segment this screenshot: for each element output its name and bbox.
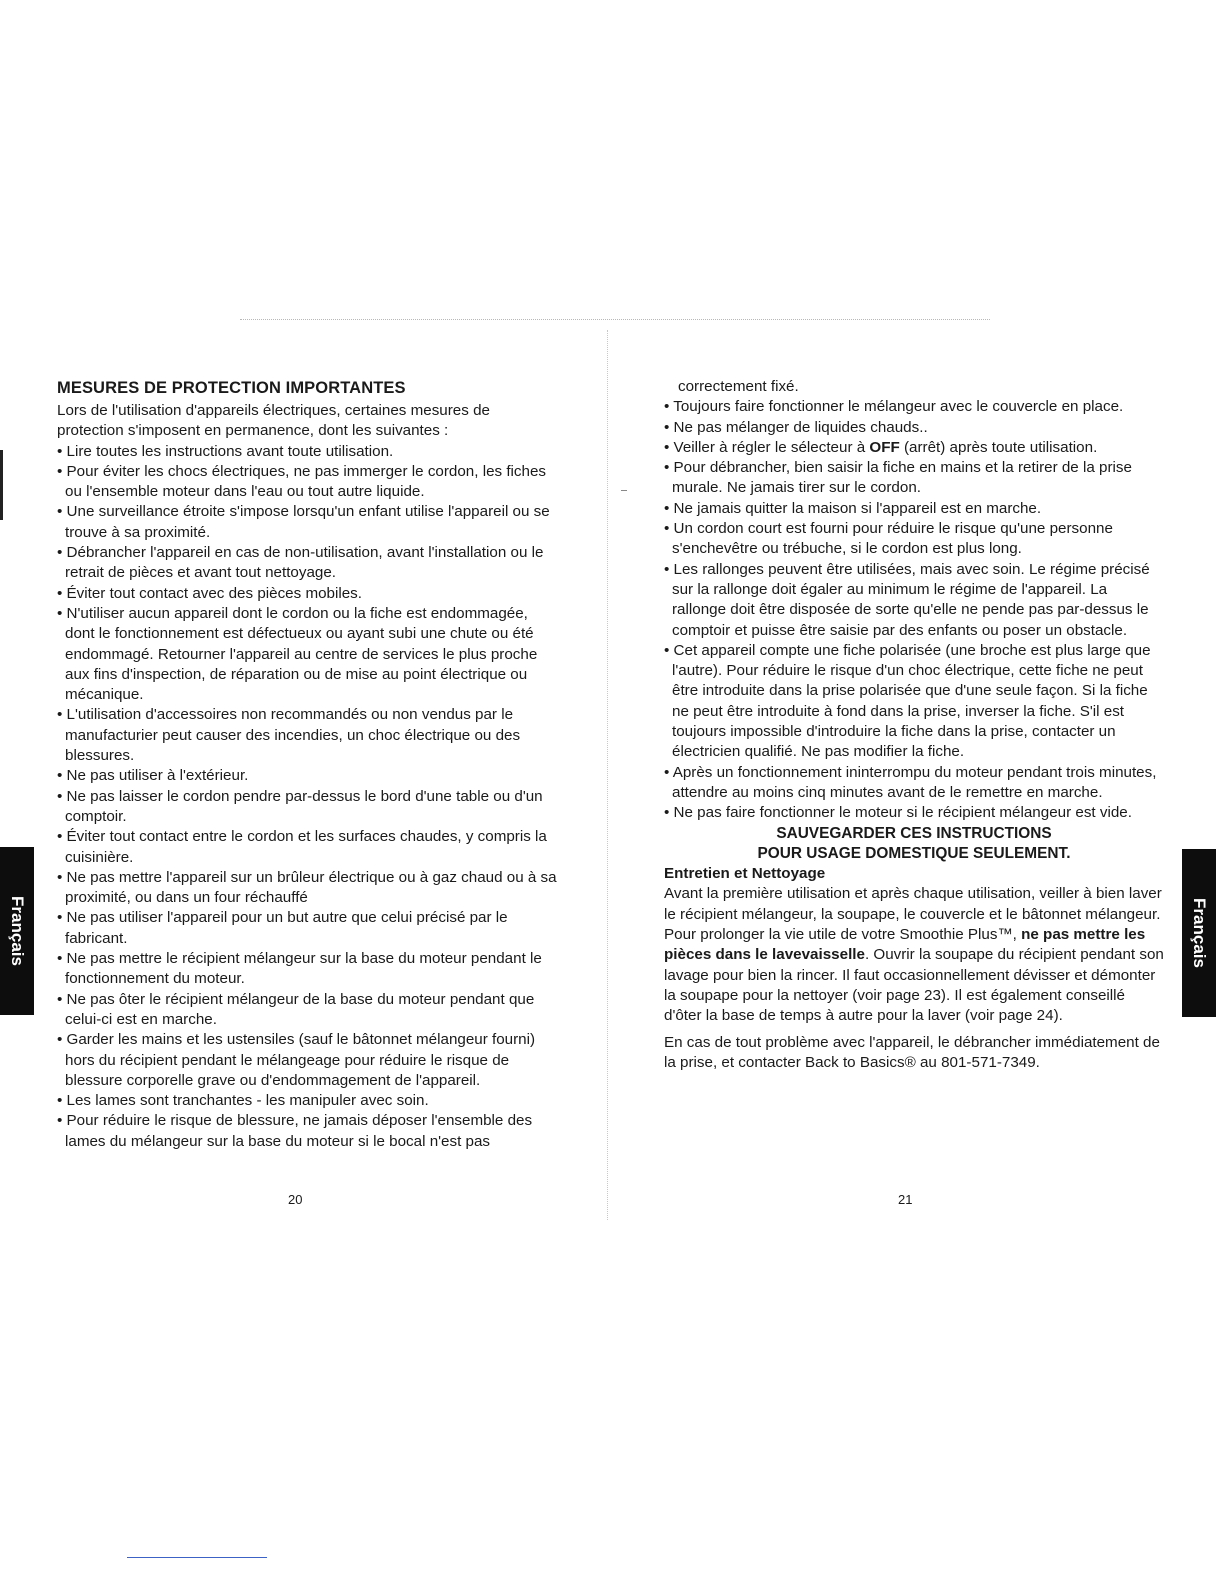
list-item: • Éviter tout contact entre le cordon et les surfaces chaudes, y compris la cuisinière. xyxy=(57,828,547,866)
list-item: • Ne pas mettre l'appareil sur un brûleur électrique ou à gaz chaud ou à sa proximité, ou dans un four réchauffé xyxy=(57,868,557,907)
care-paragraph xyxy=(664,884,1164,1026)
center-fold-line xyxy=(607,330,608,1220)
list-item xyxy=(664,438,1164,458)
care-text: . Ouvrir la soupape du récipient pendant son lavage pour bien la rincer. Il faut occasionnellement dévisser et démonter la soupape pour la nettoyer (voir page 23). Il est également conseillé d'ôter la base de temps à autre pour la laver (voir page 24). xyxy=(664,946,1164,1025)
list-item: • Les lames sont tranchantes - les manipuler avec soin. xyxy=(57,1092,429,1110)
top-dotted-rule xyxy=(240,319,990,320)
list-item: • L'utilisation d'accessoires non recommandés ou non vendus par le manufacturier peut causer des incendies, un choc électrique ou des blessures. xyxy=(57,706,521,765)
list-item: • Après un fonctionnement ininterrompu du moteur pendant trois minutes, attendre au moins cinq minutes avant de le remettre en marche. xyxy=(664,763,1157,801)
list-item: • Pour débrancher, bien saisir la fiche en mains et la retirer de la prise murale. Ne jamais tirer sur le cordon. xyxy=(664,459,1132,497)
household-use-heading: POUR USAGE DOMESTIQUE SEULEMENT. xyxy=(757,844,1071,862)
language-tab-left xyxy=(0,847,34,1015)
list-item: • Ne pas faire fonctionner le moteur si le récipient mélangeur est vide. xyxy=(664,804,1132,822)
save-instructions-heading: SAUVEGARDER CES INSTRUCTIONS xyxy=(776,824,1052,842)
bottom-underline-mark xyxy=(127,1557,267,1558)
care-warning: ne pas mettre les pièces dans le lavevaisselle xyxy=(664,926,1146,964)
fold-tick-mark xyxy=(621,490,627,491)
section-title: MESURES DE PROTECTION IMPORTANTES xyxy=(57,379,406,397)
language-tab-right xyxy=(1182,849,1216,1017)
list-item: • Ne jamais quitter la maison si l'appareil est en marche. xyxy=(664,499,1042,517)
list-item-text: • Veiller à régler le sélecteur à xyxy=(664,438,870,456)
language-tab-label: Français xyxy=(8,896,27,966)
list-item: • Un cordon court est fourni pour réduire le risque qu'une personne s'enchevêtre ou trébuche, si le cordon est plus long. xyxy=(664,520,1113,558)
list-item: • Éviter tout contact avec des pièces mobiles. xyxy=(57,584,362,602)
list-item: • Les rallonges peuvent être utilisées, mais avec soin. Le régime précisé sur la rallonge doit égaler au minimum le régime de l'appareil. La rallonge doit être disposée de sorte qu'elle ne pende pas par-dessus le comptoir et puisse être saisie par des enfants ou poser un obstacle. xyxy=(664,560,1150,639)
list-item: • Pour éviter les chocs électriques, ne pas immerger le cordon, les fiches ou l'ensemble moteur dans l'eau ou tout autre liquide. xyxy=(57,462,547,501)
language-tab-label: Français xyxy=(1190,898,1209,968)
left-page xyxy=(57,377,557,1152)
list-item: • Ne pas utiliser à l'extérieur. xyxy=(57,767,249,785)
continued-list-item: correctement fixé. xyxy=(678,378,799,395)
care-text: Avant la première utilisation et après chaque utilisation, veiller à bien laver le récipient mélangeur, la soupape, le couvercle et le bâtonnet mélangeur. Pour prolonger la vie utile de votre Smoothie Plus™, xyxy=(664,885,1162,944)
care-heading: Entretien et Nettoyage xyxy=(664,865,826,883)
problem-paragraph: En cas de tout problème avec l'appareil, le débrancher immédiatement de la prise, et contacter Back to Basics® au 801-571-7349. xyxy=(664,1033,1160,1071)
intro-paragraph: Lors de l'utilisation d'appareils électriques, certaines mesures de protection s'imposent en permanence, dont les suivantes : xyxy=(57,402,490,440)
list-item: • Une surveillance étroite s'impose lorsqu'un enfant utilise l'appareil ou se trouve à sa proximité. xyxy=(57,503,550,541)
list-item: • Pour réduire le risque de blessure, ne jamais déposer l'ensemble des lames du mélangeur sur la base du moteur si le bocal n'est pas xyxy=(57,1112,533,1150)
list-item: • Cet appareil compte une fiche polarisée (une broche est plus large que l'autre). Pour réduire le risque d'un choc électrique, cette fiche ne peut être introduite dans la prise polarisée que d'une seule façon. Si la fiche ne peut être introduite à fond dans la prise, inverser la fiche. S'il est toujours impossible d'introduire la fiche dans la prise, contacter un électricien qualifié. Ne pas modifier la fiche. xyxy=(664,641,1151,761)
list-item: • Ne pas mettre le récipient mélangeur sur la base du moteur pendant le fonctionnement du moteur. xyxy=(57,950,542,988)
list-item: • Ne pas ôter le récipient mélangeur de la base du moteur pendant que celui-ci est en marche. xyxy=(57,990,535,1028)
scan-edge-mark xyxy=(0,450,3,520)
page-number-right: 21 xyxy=(898,1192,913,1207)
list-item: • Ne pas laisser le cordon pendre par-dessus le bord d'une table ou d'un comptoir. xyxy=(57,787,543,825)
list-item: • Garder les mains et les ustensiles (sauf le bâtonnet mélangeur fourni) hors du récipient pendant le mélangeage pour réduire le risque de blessure corporelle grave ou d'endommagement de l'appareil. xyxy=(57,1031,536,1089)
list-item: • Ne pas utiliser l'appareil pour un but autre que celui précisé par le fabricant. xyxy=(57,909,508,947)
list-item: • Lire toutes les instructions avant toute utilisation. xyxy=(57,442,394,460)
list-item: • Débrancher l'appareil en cas de non-utilisation, avant l'installation ou le retrait de pièces et avant tout nettoyage. xyxy=(57,544,544,582)
page-number-left: 20 xyxy=(288,1192,303,1207)
list-item: • Ne pas mélanger de liquides chauds.. xyxy=(664,418,928,436)
off-label: OFF xyxy=(869,438,900,456)
list-item-text: (arrêt) après toute utilisation. xyxy=(899,438,1098,456)
right-page xyxy=(664,377,1164,1073)
list-item: • N'utiliser aucun appareil dont le cordon ou la fiche est endommagée, dont le fonctionnement est défectueux ou ayant subi une chute ou été endommagé. Retourner l'appareil au centre de services le plus proche aux fins d'inspection, de réparation ou de mise au point électrique ou mécanique. xyxy=(57,604,538,704)
list-item: • Toujours faire fonctionner le mélangeur avec le couvercle en place. xyxy=(664,398,1124,416)
